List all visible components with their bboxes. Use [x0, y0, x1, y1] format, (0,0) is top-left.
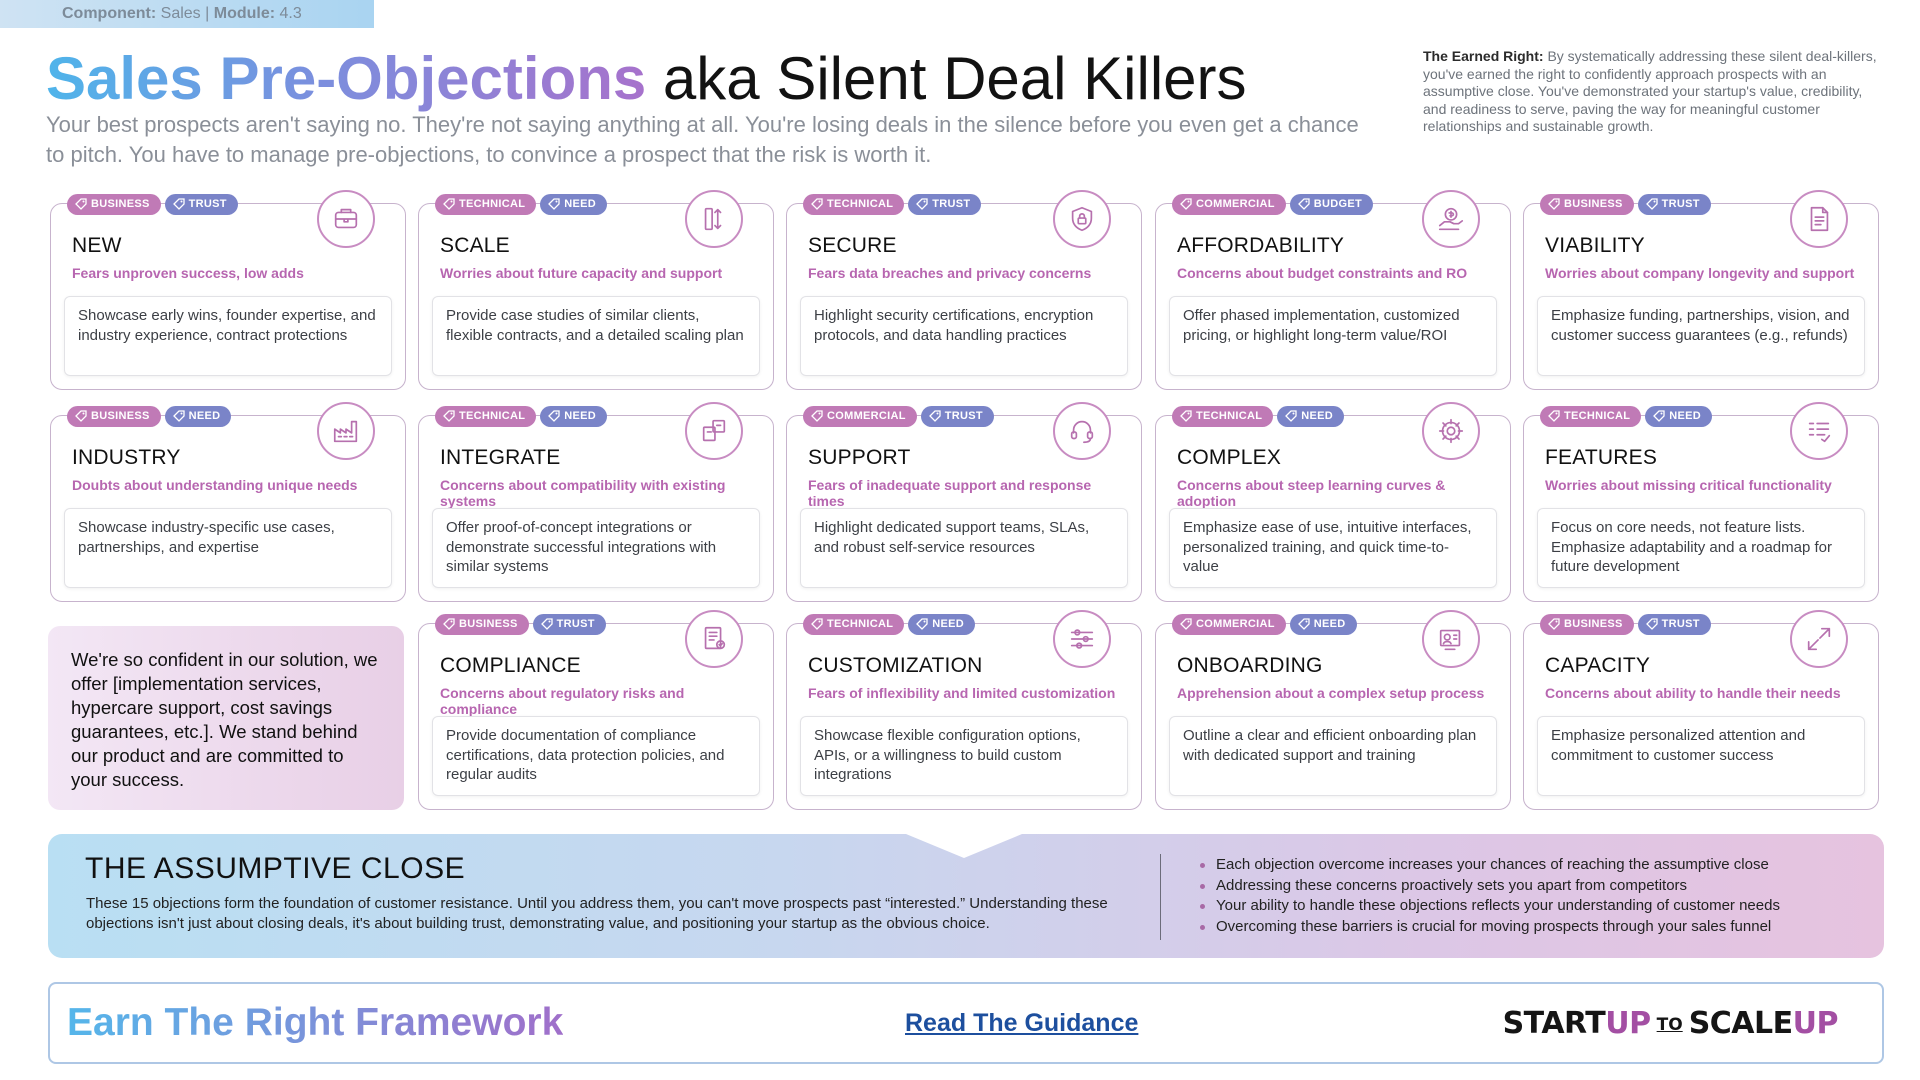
- tag-label: TRUST: [932, 198, 971, 210]
- card-title: INDUSTRY: [72, 446, 181, 469]
- tag-label: TECHNICAL: [459, 410, 526, 422]
- card-response: Provide case studies of similar clients, flexible contracts, and a detailed scaling plan: [432, 296, 760, 376]
- objection-card-scale: [418, 198, 774, 390]
- tag-group: [1540, 614, 1711, 635]
- tag-pill: [1540, 194, 1634, 215]
- tag-pill: [533, 614, 606, 635]
- gear-icon: [1422, 402, 1480, 460]
- card-response: Offer proof-of-concept integrations or demonstrate successful integrations with similar systems: [432, 508, 760, 588]
- card-concern: Concerns about ability to handle their needs: [1545, 685, 1841, 701]
- card-title: COMPLEX: [1177, 446, 1282, 469]
- tag-group: [803, 406, 994, 427]
- logo-up: UP: [1605, 1006, 1651, 1041]
- card-concern: Concerns about steep learning curves & adoption: [1177, 477, 1446, 509]
- card-title: FEATURES: [1545, 446, 1658, 469]
- card-response: Outline a clear and efficient onboarding plan with dedicated support and training: [1169, 716, 1497, 796]
- expand-icon: [1790, 610, 1848, 668]
- tag-pill: [165, 406, 232, 427]
- tag-label: TECHNICAL: [459, 198, 526, 210]
- tag-group: [1172, 406, 1344, 427]
- scale-arrows-icon: [685, 190, 743, 248]
- logo-scale: SCALE: [1688, 1006, 1793, 1041]
- tag-label: NEED: [1669, 410, 1702, 422]
- assumptive-close-title: THE ASSUMPTIVE CLOSE: [85, 852, 466, 885]
- tag-group: [803, 194, 981, 215]
- card-response: Highlight dedicated support teams, SLAs, and robust self-service resources: [800, 508, 1128, 588]
- tag-pill: [540, 406, 607, 427]
- card-concern: Worries about future capacity and support: [440, 265, 723, 281]
- logo-start: START: [1502, 1006, 1606, 1041]
- module-bar: [0, 0, 374, 28]
- card-title: AFFORDABILITY: [1177, 234, 1345, 257]
- component-value: Sales: [160, 5, 201, 22]
- onboarding-icon: [1422, 610, 1480, 668]
- logo-up-2: UP: [1792, 1006, 1838, 1041]
- divider: [1160, 854, 1161, 940]
- tag-group: [67, 194, 238, 215]
- tag-label: TECHNICAL: [827, 198, 894, 210]
- tag-pill: [908, 194, 981, 215]
- card-title: COMPLIANCE: [440, 654, 581, 677]
- earned-right-text: By systematically addressing these silent deal-killers, you've earned the right to confidently approach prospects with an assumptive close. You've demonstrated your startup's value, credibility, and readiness to serve, paving the way for meaningful customer relationships and sustainable growth.: [1423, 48, 1877, 134]
- title-highlight: Sales Pre-Objections: [46, 45, 647, 112]
- tag-label: TRUST: [556, 618, 595, 630]
- sliders-icon: [1053, 610, 1111, 668]
- tag-label: NEED: [188, 410, 221, 422]
- objection-card-features: [1523, 410, 1879, 602]
- card-response: Provide documentation of compliance certifications, data protection policies, and regular audits: [432, 716, 760, 796]
- separator: |: [205, 5, 210, 22]
- component-label: Component:: [62, 5, 157, 22]
- card-title: INTEGRATE: [440, 446, 561, 469]
- startup-to-scaleup-logo: [1503, 1006, 1838, 1041]
- card-concern: Concerns about regulatory risks and compliance: [440, 685, 685, 717]
- tag-pill: [1290, 614, 1357, 635]
- tag-label: NEED: [564, 410, 597, 422]
- tag-label: TRUST: [1661, 618, 1700, 630]
- card-concern: Worries about missing critical functionality: [1545, 477, 1832, 493]
- card-response: Emphasize ease of use, intuitive interfaces, personalized training, and quick time-to-value: [1169, 508, 1497, 588]
- tag-group: [67, 406, 231, 427]
- guarantee-box: We're so confident in our solution, we offer [implementation services, hypercare support, cost savings guarantees, etc.]. We stand behind our product and are committed to your success.: [48, 626, 404, 810]
- tag-pill: [435, 614, 529, 635]
- card-title: CUSTOMIZATION: [808, 654, 983, 677]
- tag-pill: [1290, 194, 1373, 215]
- factory-icon: [317, 402, 375, 460]
- objection-card-industry: [50, 410, 406, 602]
- card-response: Offer phased implementation, customized pricing, or highlight long-term value/ROI: [1169, 296, 1497, 376]
- tag-pill: [540, 194, 607, 215]
- framework-title: Earn The Right Framework: [67, 1001, 564, 1044]
- card-response: Emphasize personalized attention and commitment to customer success: [1537, 716, 1865, 796]
- earned-right-label: The Earned Right:: [1423, 48, 1544, 64]
- tag-label: TECHNICAL: [1196, 410, 1263, 422]
- bullet-item: Each objection overcome increases your chances of reaching the assumptive close: [1198, 855, 1780, 876]
- tag-pill: [1540, 614, 1634, 635]
- card-response: Focus on core needs, not feature lists. Emphasize adaptability and a roadmap for future development: [1537, 508, 1865, 588]
- tag-pill: [803, 406, 917, 427]
- tag-label: BUSINESS: [91, 198, 150, 210]
- tag-group: [1172, 614, 1357, 635]
- objection-card-compliance: [418, 618, 774, 810]
- objection-card-onboarding: [1155, 618, 1511, 810]
- tag-label: COMMERCIAL: [827, 410, 906, 422]
- tag-pill: [1645, 406, 1712, 427]
- tag-group: [435, 194, 607, 215]
- card-concern: Concerns about compatibility with existing systems: [440, 477, 726, 509]
- bullet-item: Your ability to handle these objections reflects your understanding of customer needs: [1198, 896, 1780, 917]
- tag-group: [1540, 406, 1712, 427]
- card-concern: Apprehension about a complex setup process: [1177, 685, 1485, 701]
- tag-label: COMMERCIAL: [1196, 618, 1275, 630]
- assumptive-close-bullets: [1198, 855, 1780, 937]
- tag-label: NEED: [932, 618, 965, 630]
- tag-pill: [1172, 614, 1286, 635]
- tag-pill: [1638, 614, 1711, 635]
- assumptive-close-body: These 15 objections form the foundation of customer resistance. Until you address them, you can't move prospects past “interested.” Understanding these objections isn't just about closing deals, it's about building trust, demonstrating value, and positioning your startup as the obvious choice.: [86, 895, 1108, 932]
- card-response: Showcase early wins, founder expertise, and industry experience, contract protections: [64, 296, 392, 376]
- tag-pill: [803, 614, 904, 635]
- card-response: Showcase industry-specific use cases, partnerships, and expertise: [64, 508, 392, 588]
- tag-pill: [435, 194, 536, 215]
- shield-lock-icon: [1053, 190, 1111, 248]
- tag-label: TRUST: [944, 410, 983, 422]
- tag-label: BUSINESS: [459, 618, 518, 630]
- objection-card-new: [50, 198, 406, 390]
- card-concern: Fears of inadequate support and response times: [808, 477, 1092, 509]
- module-value: 4.3: [279, 5, 302, 22]
- card-concern: Doubts about understanding unique needs: [72, 477, 358, 493]
- card-response: Showcase flexible configuration options, APIs, or a willingness to build custom integrations: [800, 716, 1128, 796]
- tag-pill: [1638, 194, 1711, 215]
- page-title: [46, 44, 1247, 114]
- tag-label: TECHNICAL: [827, 618, 894, 630]
- tag-label: TRUST: [1661, 198, 1700, 210]
- tag-group: [1540, 194, 1711, 215]
- card-title: ONBOARDING: [1177, 654, 1323, 677]
- tag-label: NEED: [1313, 618, 1346, 630]
- footer-bar: [48, 982, 1884, 1064]
- objection-card-support: [786, 410, 1142, 602]
- card-concern: Concerns about budget constraints and RO: [1177, 265, 1468, 281]
- headset-icon: [1053, 402, 1111, 460]
- objection-card-complex: [1155, 410, 1511, 602]
- card-concern: Fears data breaches and privacy concerns: [808, 265, 1092, 281]
- card-concern: Fears of inflexibility and limited customization: [808, 685, 1116, 701]
- objection-card-capacity: [1523, 618, 1879, 810]
- card-title: SECURE: [808, 234, 897, 257]
- read-guidance-link[interactable]: Read The Guidance: [905, 1009, 1139, 1037]
- bullet-item: Overcoming these barriers is crucial for moving prospects through your sales funnel: [1198, 917, 1780, 938]
- tag-pill: [435, 406, 536, 427]
- tag-group: [435, 406, 607, 427]
- tag-pill: [165, 194, 238, 215]
- tag-label: BUSINESS: [91, 410, 150, 422]
- tag-label: NEED: [564, 198, 597, 210]
- objection-card-integrate: [418, 410, 774, 602]
- card-title: VIABILITY: [1545, 234, 1645, 257]
- module-label: Module:: [213, 5, 276, 22]
- document-icon: [1790, 190, 1848, 248]
- tag-label: BUSINESS: [1564, 618, 1623, 630]
- tag-label: TRUST: [188, 198, 227, 210]
- compliance-doc-icon: [685, 610, 743, 668]
- logo-to: TO: [1656, 1014, 1683, 1035]
- card-title: SCALE: [440, 234, 510, 257]
- objection-card-secure: [786, 198, 1142, 390]
- card-title: CAPACITY: [1545, 654, 1651, 677]
- card-response: Highlight security certifications, encryption protocols, and data handling practices: [800, 296, 1128, 376]
- tag-pill: [67, 406, 161, 427]
- tag-pill: [67, 194, 161, 215]
- integrate-icon: [685, 402, 743, 460]
- card-concern: Fears unproven success, low adds: [72, 265, 304, 281]
- tag-label: NEED: [1301, 410, 1334, 422]
- page-subtitle: Your best prospects aren't saying no. They're not saying anything at all. You're losing deals in the silence before you even get a chance to pitch. You have to manage pre-objections, to convince a prospect that the risk is worth it.: [46, 112, 1359, 167]
- tag-pill: [1172, 406, 1273, 427]
- tag-group: [1172, 194, 1373, 215]
- title-rest: aka Silent Deal Killers: [662, 45, 1247, 112]
- card-response: Emphasize funding, partnerships, vision, and customer success guarantees (e.g., refunds): [1537, 296, 1865, 376]
- features-list-icon: [1790, 402, 1848, 460]
- bullet-item: Addressing these concerns proactively sets you apart from competitors: [1198, 876, 1780, 897]
- tag-label: COMMERCIAL: [1196, 198, 1275, 210]
- objection-card-affordability: [1155, 198, 1511, 390]
- tag-pill: [1277, 406, 1344, 427]
- tag-pill: [921, 406, 994, 427]
- tag-pill: [1172, 194, 1286, 215]
- objection-card-customization: [786, 618, 1142, 810]
- earned-right-note: [1423, 48, 1883, 136]
- card-title: SUPPORT: [808, 446, 911, 469]
- banner-notch: [906, 834, 1022, 858]
- tag-group: [435, 614, 606, 635]
- money-hand-icon: [1422, 190, 1480, 248]
- tag-pill: [908, 614, 975, 635]
- objection-card-viability: [1523, 198, 1879, 390]
- card-concern: Worries about company longevity and support: [1545, 265, 1855, 281]
- tag-group: [803, 614, 975, 635]
- tag-label: TECHNICAL: [1564, 410, 1631, 422]
- card-title: NEW: [72, 234, 122, 257]
- tag-label: BUSINESS: [1564, 198, 1623, 210]
- briefcase-icon: [317, 190, 375, 248]
- tag-label: BUDGET: [1313, 198, 1363, 210]
- tag-pill: [803, 194, 904, 215]
- tag-pill: [1540, 406, 1641, 427]
